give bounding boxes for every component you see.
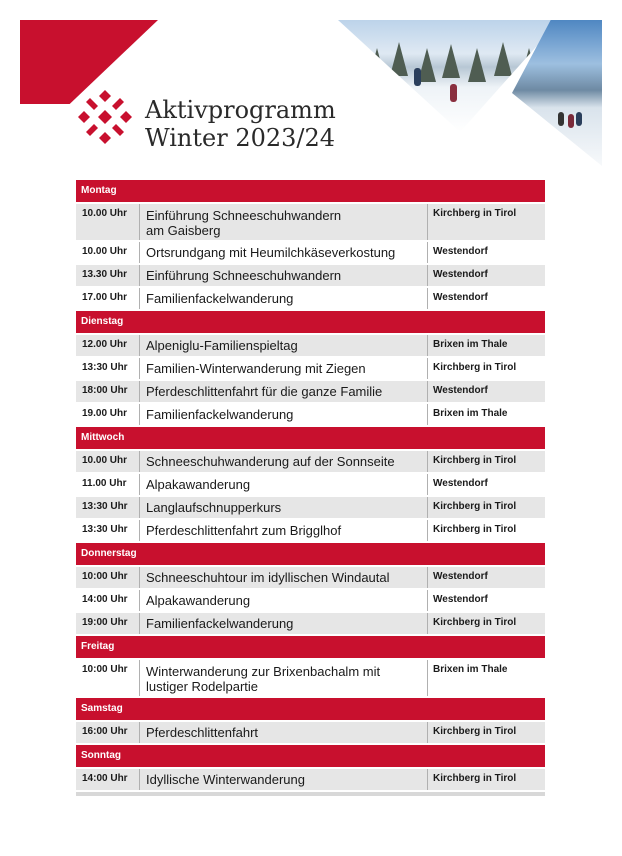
title-line-1: Aktivprogramm [145, 96, 336, 124]
schedule-table [76, 180, 545, 796]
event-time: 11.00 Uhr [76, 474, 140, 495]
table-bottom-bar [76, 792, 545, 796]
event-time: 10:00 Uhr [76, 567, 140, 588]
schedule-row [76, 590, 545, 611]
event-location: Westendorf [433, 246, 488, 257]
event-time: 16:00 Uhr [76, 722, 140, 743]
event-title: Familienfackelwanderung [140, 613, 428, 634]
schedule-row [76, 613, 545, 634]
schedule-row [76, 769, 545, 790]
event-location: Brixen im Thale [433, 664, 508, 675]
schedule-row [76, 242, 545, 263]
event-location: Kirchberg in Tirol [433, 524, 517, 535]
day-header-montag: Montag [76, 180, 545, 202]
schedule-row [76, 335, 545, 356]
event-title: Langlaufschnupperkurs [140, 497, 428, 518]
cross-logo-icon [74, 86, 136, 148]
event-location: Westendorf [433, 478, 488, 489]
event-location: Kirchberg in Tirol [433, 362, 517, 373]
schedule-row [76, 204, 545, 240]
day-header-freitag: Freitag [76, 636, 545, 658]
event-time: 10:00 Uhr [76, 660, 140, 696]
schedule-row [76, 288, 545, 309]
event-title: Ortsrundgang mit Heumilchkäseverkostung [140, 242, 428, 263]
schedule-row [76, 520, 545, 541]
event-location: Westendorf [433, 571, 488, 582]
day-header-donnerstag: Donnerstag [76, 543, 545, 565]
event-title: Pferdeschlittenfahrt [140, 722, 428, 743]
event-time: 10.00 Uhr [76, 451, 140, 472]
event-title: Einführung Schneeschuhwandern am Gaisberg [140, 204, 428, 240]
day-header-dienstag: Dienstag [76, 311, 545, 333]
event-time: 14:00 Uhr [76, 590, 140, 611]
event-location: Brixen im Thale [433, 408, 508, 419]
event-location: Westendorf [433, 292, 488, 303]
event-location: Brixen im Thale [433, 339, 508, 350]
event-location: Kirchberg in Tirol [433, 455, 517, 466]
event-time: 13:30 Uhr [76, 358, 140, 379]
schedule-row [76, 474, 545, 495]
event-time: 13:30 Uhr [76, 497, 140, 518]
schedule-row [76, 451, 545, 472]
event-title: Alpeniglu-Familienspieltag [140, 335, 428, 356]
event-title: Alpakawanderung [140, 474, 428, 495]
event-time: 17.00 Uhr [76, 288, 140, 309]
event-time: 10.00 Uhr [76, 204, 140, 240]
event-time: 18:00 Uhr [76, 381, 140, 402]
event-title: Pferdeschlittenfahrt für die ganze Familie [140, 381, 428, 402]
event-location: Westendorf [433, 594, 488, 605]
event-location: Kirchberg in Tirol [433, 726, 517, 737]
event-location: Kirchberg in Tirol [433, 773, 517, 784]
title-line-2: Winter 2023/24 [145, 124, 336, 152]
schedule-row [76, 265, 545, 286]
schedule-row [76, 567, 545, 588]
event-title: Familien-Winterwanderung mit Ziegen [140, 358, 428, 379]
event-time: 10.00 Uhr [76, 242, 140, 263]
event-title: Familienfackelwanderung [140, 404, 428, 425]
day-header-sonntag: Sonntag [76, 745, 545, 767]
event-location: Kirchberg in Tirol [433, 617, 517, 628]
event-location: Kirchberg in Tirol [433, 208, 517, 219]
page-title [145, 96, 336, 152]
event-time: 13.30 Uhr [76, 265, 140, 286]
schedule-row [76, 722, 545, 743]
schedule-row [76, 404, 545, 425]
event-title: Einführung Schneeschuhwandern [140, 265, 428, 286]
event-title: Alpakawanderung [140, 590, 428, 611]
day-header-mittwoch: Mittwoch [76, 427, 545, 449]
event-time: 14:00 Uhr [76, 769, 140, 790]
schedule-row [76, 660, 545, 696]
event-time: 13:30 Uhr [76, 520, 140, 541]
event-time: 19.00 Uhr [76, 404, 140, 425]
event-title: Winterwanderung zur Brixenbachalm mit lustiger Rodelpartie [140, 660, 428, 696]
event-location: Westendorf [433, 269, 488, 280]
event-location: Kirchberg in Tirol [433, 501, 517, 512]
schedule-row [76, 497, 545, 518]
event-location: Westendorf [433, 385, 488, 396]
event-title: Idyllische Winterwanderung [140, 769, 428, 790]
event-time: 12.00 Uhr [76, 335, 140, 356]
event-title: Schneeschuhwanderung auf der Sonnseite [140, 451, 428, 472]
event-title: Familienfackelwanderung [140, 288, 428, 309]
event-title: Schneeschuhtour im idyllischen Windautal [140, 567, 428, 588]
day-header-samstag: Samstag [76, 698, 545, 720]
schedule-row [76, 381, 545, 402]
event-title: Pferdeschlittenfahrt zum Brigglhof [140, 520, 428, 541]
schedule-row [76, 358, 545, 379]
event-time: 19:00 Uhr [76, 613, 140, 634]
